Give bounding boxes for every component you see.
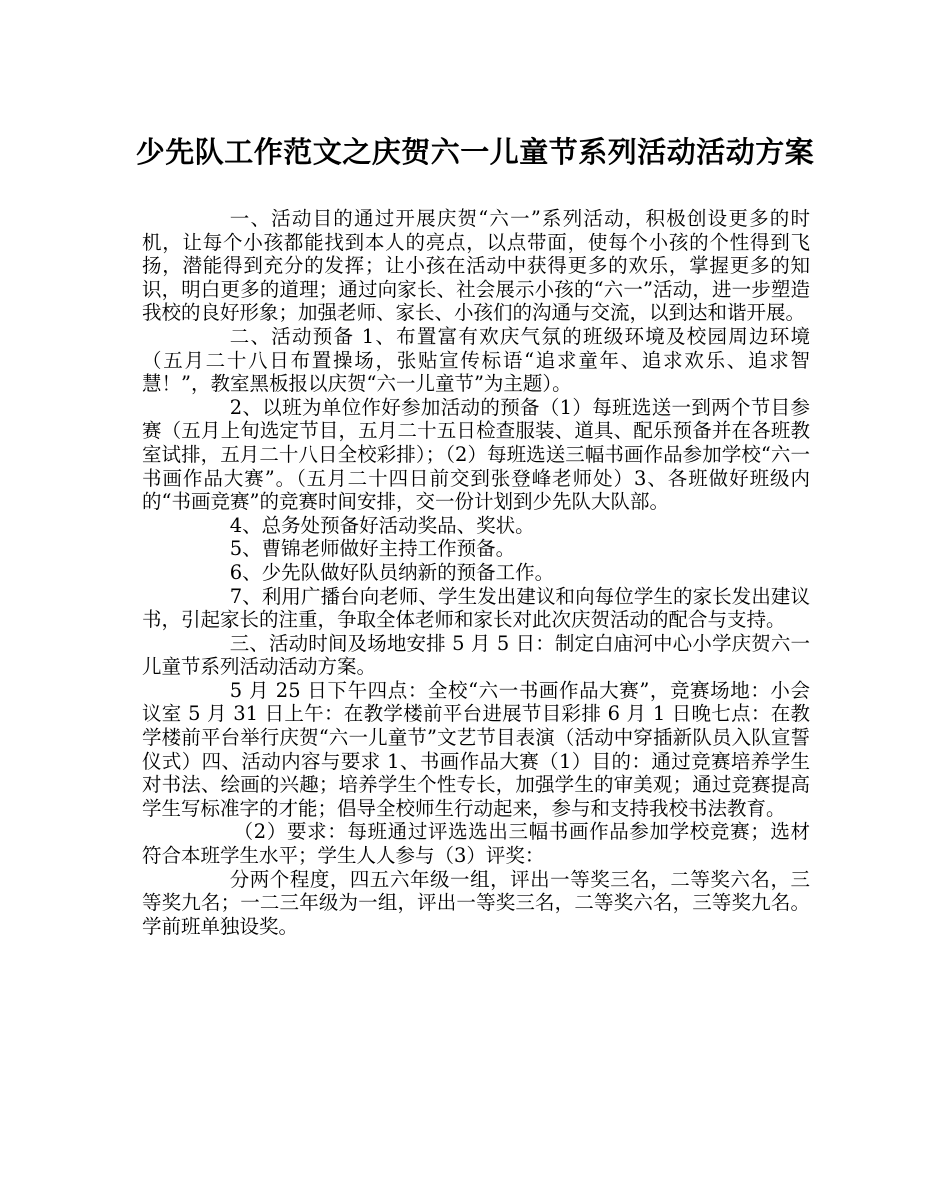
paragraph-preparation-4: 4、总务处预备好活动奖品、奖状。 (229, 513, 535, 537)
document-body (142, 207, 810, 938)
paragraph-preparation-6: 6、少先队做好队员纳新的预备工作。 (229, 560, 555, 584)
paragraph-purpose: 一、活动目的通过开展庆贺“六一”系列活动，积极创设更多的时机，让每个小孩都能找到本人的亮点，以点带面，使每个小孩的个性得到飞扬，潜能得到充分的发挥；让小孩在活动中获得更多的欢乐，掌握更多的知识，明白更多的道理；通过向家长、社会展示小孩的“六一”活动，进一步塑造我校的良好形象；加强老师、家长、小孩们的沟通与交流，以到达和谐开展。 (142, 207, 810, 325)
paragraph-schedule: 三、活动时间及场地安排 5 月 5 日：制定白庙河中心小学庆贺六一儿童节系列活动活动方案。 (142, 631, 810, 679)
document-title: 少先队工作范文之庆贺六一儿童节系列活动活动方案 (135, 135, 815, 169)
paragraph-preparation-7: 7、利用广播台向老师、学生发出建议和向每位学生的家长发出建议书，引起家长的注重，争取全体老师和家长对此次庆贺活动的配合与支持。 (142, 584, 810, 632)
paragraph-awards: 分两个程度，四五六年级一组，评出一等奖三名，二等奖六名，三等奖九名；一二三年级为一组，评出一等奖三名，二等奖六名，三等奖九名。学前班单独设奖。 (142, 867, 810, 938)
paragraph-preparation-2: 2、以班为单位作好参加活动的预备（1）每班选送一到两个节目参赛（五月上旬选定节目，五月二十五日检查服装、道具、配乐预备并在各班教室试排，五月二十八日全校彩排）；（2）每班选送三幅书画作品参加学校“六一书画作品大赛”。（五月二十四日前交到张登峰老师处）3、各班做好班级内的“书画竞赛”的竞赛时间安排，交一份计划到少先队大队部。 (142, 395, 810, 514)
paragraph-schedule-details: 5 月 25 日下午四点：全校“六一书画作品大赛”，竞赛场地：小会议室 5 月 31 日上午：在教学楼前平台进展节目彩排 6 月 1 日晚七点：在教学楼前平台举行庆贺“六一儿童节”文艺节目表演（活动中穿插新队员入队宣誓仪式）四、活动内容与要求 1、书画作品大赛（1）目的：通过竞赛培养学生对书法、绘画的兴趣；培养学生个性专长，加强学生的审美观；通过竞赛提高学生写标准字的才能；倡导全校师生行动起来，参与和支持我校书法教育。 (142, 678, 810, 820)
paragraph-requirements: （2）要求：每班通过评选选出三幅书画作品参加学校竞赛；选材符合本班学生水平；学生人人参与（3）评奖： (142, 820, 810, 868)
paragraph-preparation-5: 5、曹锦老师做好主持工作预备。 (229, 537, 516, 561)
paragraph-preparation-1: 二、活动预备 1、布置富有欢庆气氛的班级环境及校园周边环境（五月二十八日布置操场，张贴宣传标语“追求童年、追求欢乐、追求智慧！”，教室黑板报以庆贺“六一儿童节”为主题）。 (142, 324, 810, 396)
